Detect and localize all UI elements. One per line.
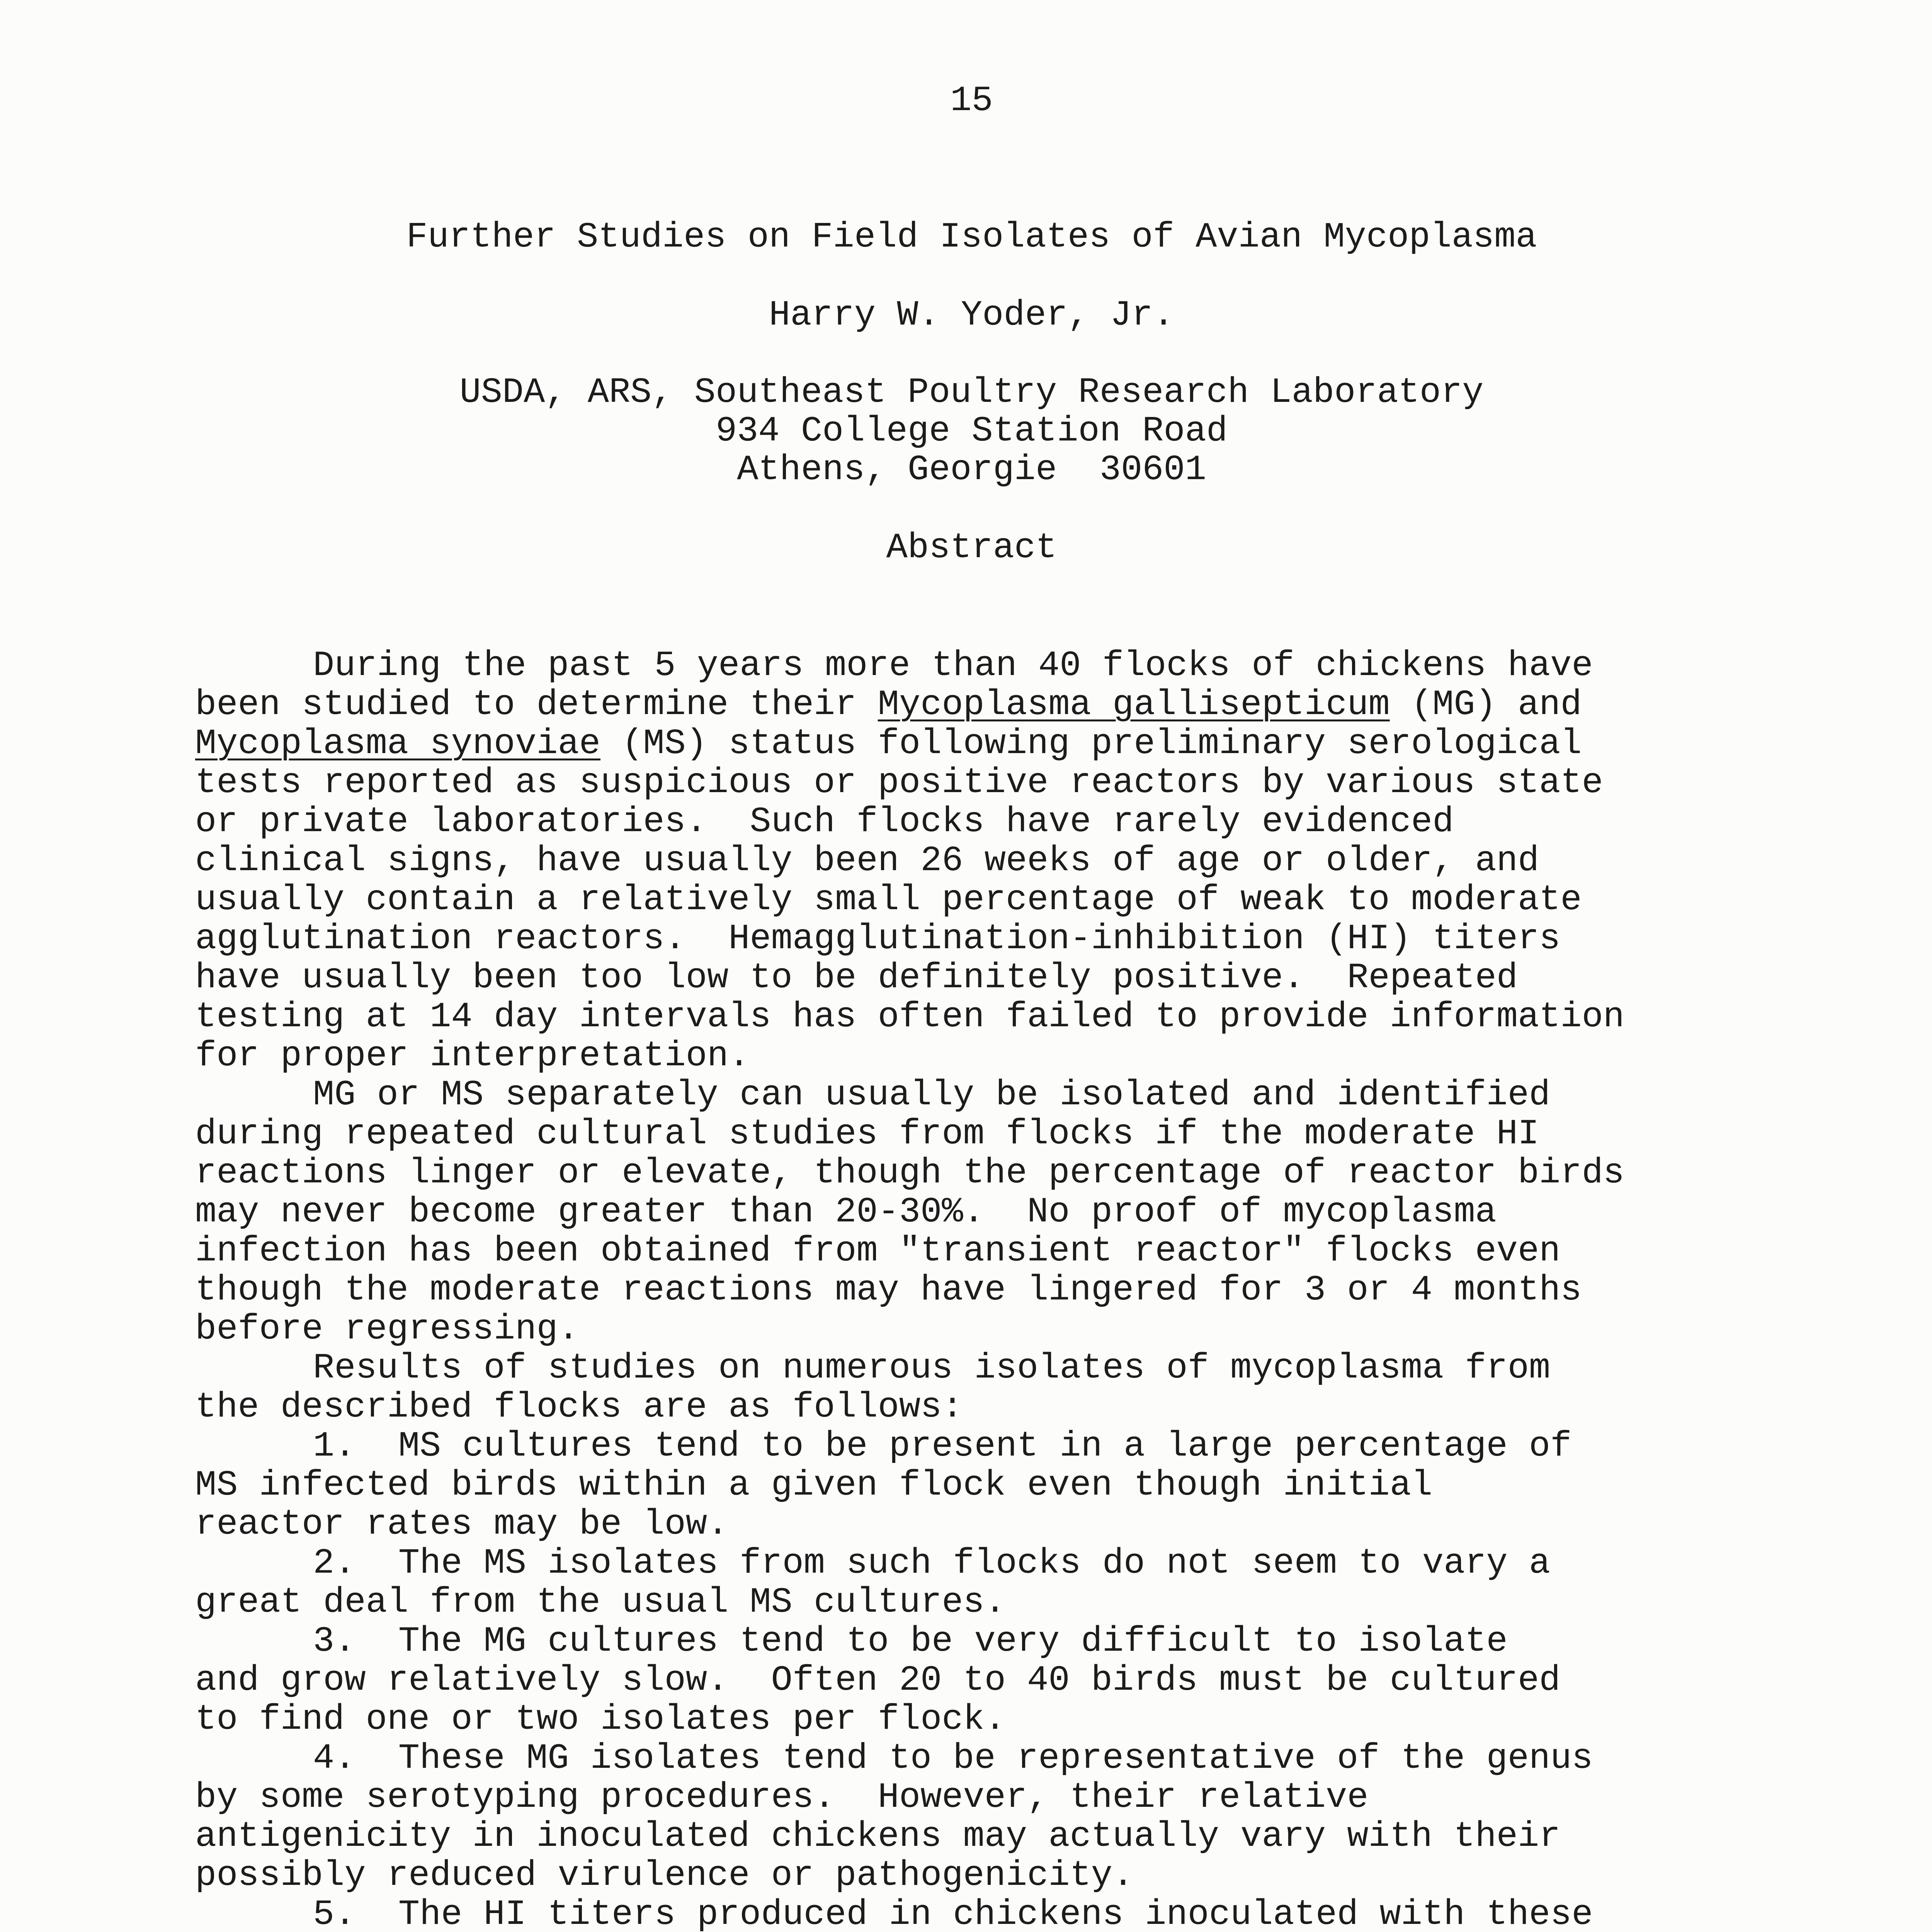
- text-line: agglutination reactors. Hemagglutination-inhibition (HI) titers: [195, 918, 1561, 959]
- text-segment: been studied to determine their: [195, 684, 878, 725]
- text-line: for proper interpretation.: [195, 1036, 750, 1076]
- author-name: Harry W. Yoder, Jr.: [769, 295, 1174, 335]
- list-item-1: 1. MS cultures tend to be present in a large percentage of: [313, 1426, 1572, 1466]
- text-line: to find one or two isolates per flock.: [195, 1699, 1006, 1740]
- species-name-mg: Mycoplasma gallisepticum: [878, 684, 1390, 725]
- text-line: During the past 5 years more than 40 flocks of chickens have: [313, 645, 1593, 686]
- text-line: though the moderate reactions may have lingered for 3 or 4 months: [195, 1270, 1582, 1310]
- text-line: by some serotyping procedures. However, their relative: [195, 1777, 1369, 1818]
- text-segment: (MG) and: [1389, 684, 1582, 725]
- text-line: or private laboratories. Such flocks have rarely evidenced: [195, 801, 1454, 842]
- text-line: have usually been too low to be definitely positive. Repeated: [195, 957, 1518, 998]
- text-line: tests reported as suspicious or positive reactors by various state: [195, 762, 1603, 803]
- text-segment: (MS) status following preliminary serological: [600, 723, 1582, 764]
- species-name-ms: Mycoplasma synoviae: [195, 723, 600, 764]
- text-line: usually contain a relatively small percentage of weak to moderate: [195, 879, 1582, 920]
- text-line: great deal from the usual MS cultures.: [195, 1582, 1006, 1622]
- list-item-3: 3. The MG cultures tend to be very difficult to isolate: [313, 1621, 1508, 1662]
- text-line: reactor rates may be low.: [195, 1504, 729, 1544]
- text-line: may never become greater than 20-30%. No proof of mycoplasma: [195, 1192, 1497, 1232]
- list-item-4: 4. These MG isolates tend to be representative of the genus: [313, 1738, 1593, 1779]
- text-line: clinical signs, have usually been 26 weeks of age or older, and: [195, 840, 1539, 881]
- affiliation-street: 934 College Station Road: [715, 411, 1228, 451]
- text-line: antigenicity in inoculated chickens may actually vary with their: [195, 1816, 1561, 1857]
- text-line: [195, 685, 1810, 724]
- text-line: the described flocks are as follows:: [195, 1387, 963, 1427]
- page-number: 15: [950, 80, 993, 121]
- text-line: reactions linger or elevate, though the percentage of reactor birds: [195, 1153, 1625, 1193]
- text-line: [195, 724, 1810, 763]
- list-item-5: 5. The HI titers produced in chickens inoculated with these: [313, 1894, 1593, 1932]
- text-line: possibly reduced virulence or pathogenicity.: [195, 1855, 1134, 1896]
- text-line: infection has been obtained from "transient reactor" flocks even: [195, 1231, 1561, 1271]
- text-line: before regressing.: [195, 1309, 579, 1349]
- abstract-body: [195, 646, 1810, 1932]
- text-line: during repeated cultural studies from flocks if the moderate HI: [195, 1114, 1539, 1154]
- abstract-heading: Abstract: [886, 527, 1057, 568]
- affiliation-org: USDA, ARS, Southeast Poultry Research Laboratory: [459, 372, 1484, 413]
- text-line: and grow relatively slow. Often 20 to 40 birds must be cultured: [195, 1660, 1561, 1701]
- affiliation-city: Athens, Georgie 30601: [737, 449, 1206, 490]
- list-item-2: 2. The MS isolates from such flocks do not seem to vary a: [313, 1543, 1551, 1583]
- text-line: MS infected birds within a given flock even though initial: [195, 1465, 1433, 1505]
- text-line: Results of studies on numerous isolates of mycoplasma from: [313, 1348, 1551, 1388]
- paper-title: Further Studies on Field Isolates of Avian Mycoplasma: [406, 217, 1537, 257]
- text-line: MG or MS separately can usually be isolated and identified: [313, 1075, 1551, 1115]
- text-line: testing at 14 day intervals has often failed to provide information: [195, 997, 1625, 1037]
